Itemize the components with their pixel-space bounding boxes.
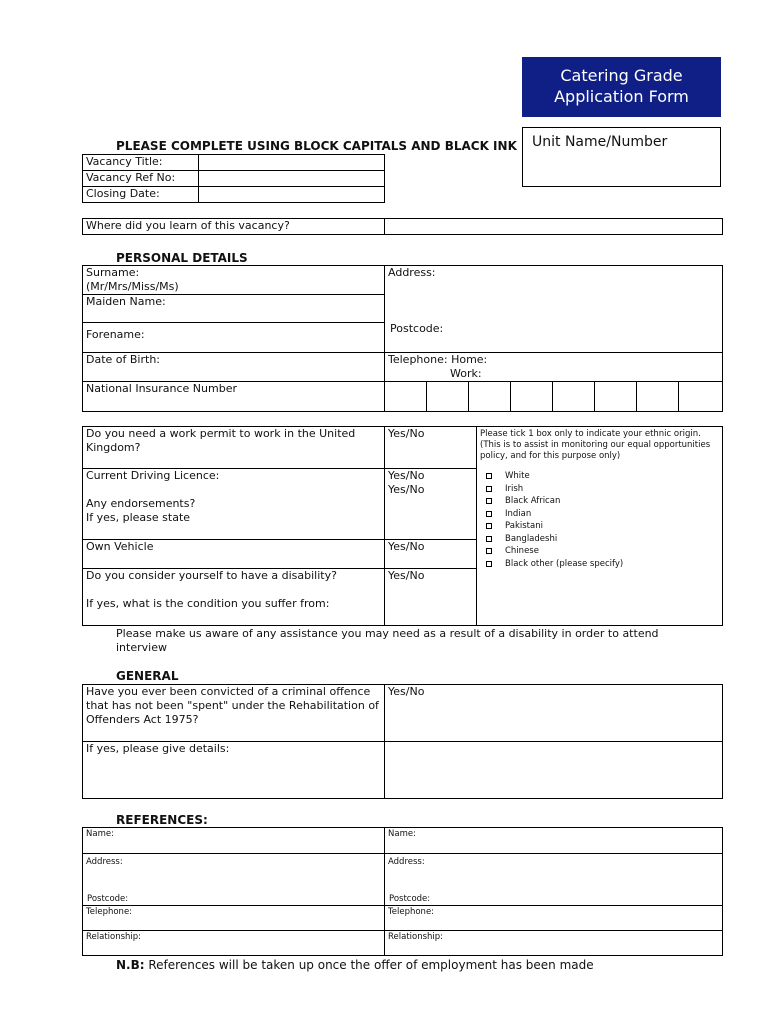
ethnic-option-label: Pakistani bbox=[505, 521, 543, 532]
ref2-address-field[interactable] bbox=[385, 854, 723, 906]
ni-box-6[interactable] bbox=[595, 382, 637, 412]
references-table bbox=[82, 827, 723, 956]
disability-condition-label: If yes, what is the condition you suffer from: bbox=[86, 597, 330, 610]
ni-number-label: National Insurance Number bbox=[86, 382, 237, 395]
driving-licence-cell bbox=[83, 469, 385, 540]
dob-label: Date of Birth: bbox=[86, 353, 161, 366]
assistance-note-line1: Please make us aware of any assistance you may need as a result of a disability in order to attend bbox=[116, 627, 659, 640]
endorsements-state-label: If yes, please state bbox=[86, 511, 191, 524]
surname-titles: (Mr/Mrs/Miss/Ms) bbox=[86, 280, 179, 293]
ref1-address-label: Address: bbox=[86, 857, 123, 867]
checkbox-icon[interactable] bbox=[486, 498, 492, 504]
conviction-details-label: If yes, please give details: bbox=[83, 742, 385, 799]
disability-cell bbox=[83, 569, 385, 626]
endorsements-answer[interactable]: Yes/No bbox=[388, 483, 425, 496]
vacancy-title-field[interactable] bbox=[199, 155, 385, 171]
form-title-line1: Catering Grade bbox=[560, 66, 683, 85]
learn-vacancy-field[interactable] bbox=[385, 219, 723, 235]
ref1-postcode-label: Postcode: bbox=[87, 894, 129, 904]
unit-name-label: Unit Name/Number bbox=[532, 134, 668, 150]
ethnic-option[interactable] bbox=[480, 558, 719, 571]
ethnic-option[interactable] bbox=[480, 545, 719, 558]
endorsements-question: Any endorsements? bbox=[86, 497, 196, 510]
ref1-telephone-field[interactable]: Telephone: bbox=[83, 906, 385, 931]
ethnic-option[interactable] bbox=[480, 483, 719, 496]
address-field[interactable] bbox=[385, 266, 723, 353]
work-permit-answer[interactable]: Yes/No bbox=[385, 427, 477, 469]
personal-details-heading: PERSONAL DETAILS bbox=[116, 251, 248, 265]
checkbox-icon[interactable] bbox=[486, 511, 492, 517]
checkbox-icon[interactable] bbox=[486, 486, 492, 492]
own-vehicle-answer[interactable]: Yes/No bbox=[385, 540, 477, 569]
closing-date-field[interactable] bbox=[199, 187, 385, 203]
ethnic-option[interactable] bbox=[480, 495, 719, 508]
conviction-details-field[interactable] bbox=[385, 742, 723, 799]
ref2-telephone-field[interactable]: Telephone: bbox=[385, 906, 723, 931]
learn-vacancy-label: Where did you learn of this vacancy? bbox=[83, 219, 385, 235]
ni-box-3[interactable] bbox=[469, 382, 511, 412]
telephone-home-label: Telephone: Home: bbox=[388, 353, 488, 366]
personal-details-table bbox=[82, 265, 723, 412]
forename-label: Forename: bbox=[86, 328, 145, 341]
ethnic-option-label: Bangladeshi bbox=[505, 533, 558, 544]
ref2-relationship-field[interactable]: Relationship: bbox=[385, 931, 723, 956]
ni-box-1[interactable] bbox=[385, 382, 427, 412]
references-heading: REFERENCES: bbox=[116, 813, 208, 827]
general-table bbox=[82, 684, 723, 799]
ni-box-8[interactable] bbox=[679, 382, 723, 412]
forename-field[interactable] bbox=[83, 323, 385, 353]
ni-box-2[interactable] bbox=[427, 382, 469, 412]
vacancy-ref-field[interactable] bbox=[199, 171, 385, 187]
references-note bbox=[116, 958, 594, 972]
disability-question: Do you consider yourself to have a disability? bbox=[86, 569, 337, 582]
conviction-answer[interactable]: Yes/No bbox=[385, 685, 723, 742]
ethnic-option-label: Irish bbox=[505, 483, 524, 494]
vacancy-table bbox=[82, 154, 385, 203]
ref1-name-field[interactable]: Name: bbox=[83, 828, 385, 854]
ni-number-label-cell bbox=[83, 382, 385, 412]
ni-box-7[interactable] bbox=[637, 382, 679, 412]
conviction-question: Have you ever been convicted of a criminal offence that has not been "spent" under the Rehabilitation of Offenders Act 1975? bbox=[83, 685, 385, 742]
ref1-relationship-field[interactable]: Relationship: bbox=[83, 931, 385, 956]
nb-text: References will be taken up once the offer of employment has been made bbox=[148, 958, 594, 972]
work-permit-question: Do you need a work permit to work in the United Kingdom? bbox=[83, 427, 385, 469]
disability-answer[interactable]: Yes/No bbox=[385, 569, 477, 626]
closing-date-label: Closing Date: bbox=[83, 187, 199, 203]
own-vehicle-question: Own Vehicle bbox=[83, 540, 385, 569]
assistance-note bbox=[116, 627, 659, 655]
ethnic-option[interactable] bbox=[480, 470, 719, 483]
vacancy-title-label: Vacancy Title: bbox=[83, 155, 199, 171]
maiden-name-label: Maiden Name: bbox=[86, 295, 166, 308]
ethnic-option-label: Indian bbox=[505, 508, 532, 519]
ref2-address-label: Address: bbox=[388, 857, 425, 867]
checkbox-icon[interactable] bbox=[486, 548, 492, 554]
ethnic-option-label: Black other (please specify) bbox=[505, 558, 624, 569]
driving-licence-answer[interactable]: Yes/No bbox=[388, 469, 425, 482]
form-title-line2: Application Form bbox=[554, 87, 689, 106]
assistance-note-line2: interview bbox=[116, 641, 167, 654]
learn-vacancy-table bbox=[82, 218, 723, 235]
vacancy-ref-label: Vacancy Ref No: bbox=[83, 171, 199, 187]
surname-label: Surname: bbox=[86, 266, 140, 279]
questions-table bbox=[82, 426, 723, 626]
ethnic-option[interactable] bbox=[480, 508, 719, 521]
ethnic-option-label: Chinese bbox=[505, 546, 539, 557]
ni-box-5[interactable] bbox=[553, 382, 595, 412]
general-heading: GENERAL bbox=[116, 669, 179, 683]
driving-licence-question: Current Driving Licence: bbox=[86, 469, 220, 482]
address-label: Address: bbox=[388, 266, 436, 279]
ethnic-option[interactable] bbox=[480, 520, 719, 533]
surname-field[interactable] bbox=[83, 266, 385, 295]
ethnic-option-label: White bbox=[505, 471, 530, 482]
checkbox-icon[interactable] bbox=[486, 536, 492, 542]
telephone-work-label: Work: bbox=[450, 367, 482, 380]
checkbox-icon[interactable] bbox=[486, 523, 492, 529]
ref2-postcode-label: Postcode: bbox=[389, 894, 431, 904]
postcode-label: Postcode: bbox=[390, 322, 444, 335]
driving-licence-answer-cell[interactable] bbox=[385, 469, 477, 540]
ref2-name-field[interactable]: Name: bbox=[385, 828, 723, 854]
ethnic-instruction: Please tick 1 box only to indicate your ethnic origin. (This is to assist in monitoring our equal opportunities policy, and for this purpose only) bbox=[480, 429, 711, 461]
ni-box-4[interactable] bbox=[511, 382, 553, 412]
nb-label: N.B: bbox=[116, 958, 145, 972]
ethnic-origin-panel bbox=[477, 427, 723, 626]
ref1-address-field[interactable] bbox=[83, 854, 385, 906]
ethnic-option-label: Black African bbox=[505, 496, 561, 507]
dob-field[interactable] bbox=[83, 353, 385, 382]
telephone-field[interactable] bbox=[385, 353, 723, 382]
ethnic-options-list bbox=[480, 470, 719, 570]
unit-name-field[interactable] bbox=[522, 127, 721, 187]
checkbox-icon[interactable] bbox=[486, 561, 492, 567]
form-title bbox=[522, 57, 721, 117]
checkbox-icon[interactable] bbox=[486, 473, 492, 479]
ethnic-option[interactable] bbox=[480, 533, 719, 546]
maiden-name-field[interactable] bbox=[83, 295, 385, 323]
instruction-heading: PLEASE COMPLETE USING BLOCK CAPITALS AND BLACK INK bbox=[116, 139, 517, 153]
